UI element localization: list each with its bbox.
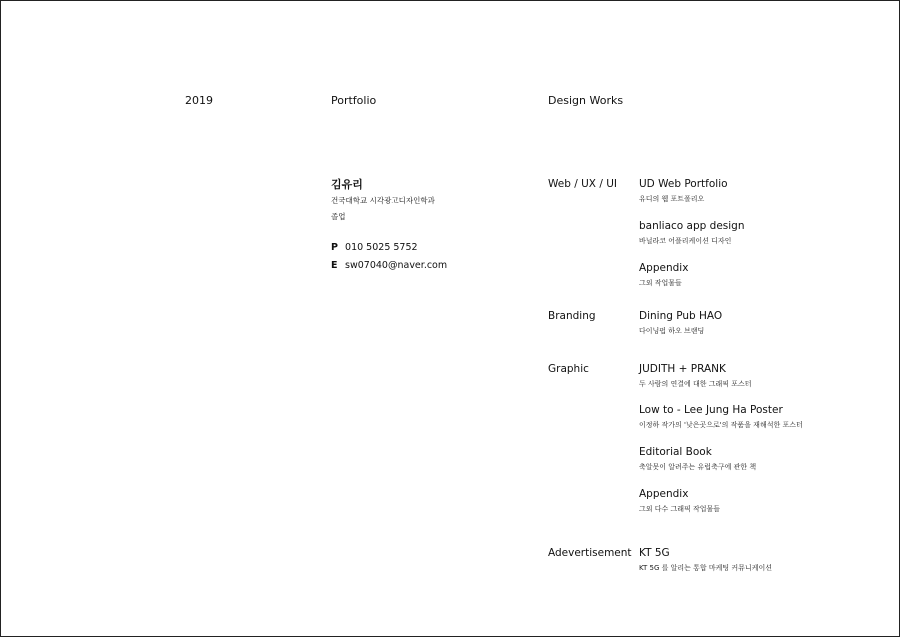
project-item[interactable]: [639, 310, 722, 336]
project-subtitle: 유디의 웹 포트폴리오: [639, 195, 705, 203]
email-label: E: [331, 260, 338, 271]
category-advertisement: Adevertisement: [548, 547, 632, 559]
project-title: Low to - Lee Jung Ha Poster: [639, 404, 783, 416]
project-title: Editorial Book: [639, 446, 712, 458]
project-item[interactable]: [639, 220, 745, 246]
category-graphic: Graphic: [548, 363, 589, 375]
project-item[interactable]: [639, 363, 752, 389]
project-item[interactable]: [639, 547, 772, 573]
project-title: banliaco app design: [639, 220, 745, 232]
project-title: KT 5G: [639, 547, 670, 559]
project-item[interactable]: [639, 262, 688, 288]
project-title: UD Web Portfolio: [639, 178, 728, 190]
project-title: Appendix: [639, 488, 689, 500]
profile-phone: 010 5025 5752: [345, 242, 418, 253]
profile-email-row: [331, 260, 447, 272]
category-branding: Branding: [548, 310, 596, 322]
year-label: 2019: [185, 94, 213, 107]
project-title: Dining Pub HAO: [639, 310, 723, 322]
project-item[interactable]: [639, 178, 728, 204]
project-item[interactable]: [639, 488, 720, 514]
portfolio-title: Portfolio: [331, 94, 377, 107]
project-subtitle: 이정하 작가의 '낮은곳으로'의 작품을 재해석한 포스터: [639, 421, 803, 429]
project-subtitle: 두 사람의 연결에 대한 그래픽 포스터: [639, 380, 752, 388]
phone-label: P: [331, 242, 338, 253]
project-item[interactable]: [639, 404, 803, 430]
category-web-ux-ui: Web / UX / UI: [548, 178, 617, 190]
project-item[interactable]: [639, 446, 756, 472]
profile-status: 졸업: [331, 212, 346, 221]
project-title: Appendix: [639, 262, 689, 274]
profile-email: sw07040@naver.com: [345, 260, 448, 271]
project-subtitle: 바닐라코 어플리케이션 디자인: [639, 237, 732, 245]
project-subtitle: 다이닝펍 하오 브랜딩: [639, 327, 705, 335]
project-subtitle: KT 5G 를 알리는 통합 마케팅 커뮤니케이션: [639, 564, 772, 572]
section-title: Design Works: [548, 94, 624, 107]
profile-block: [331, 178, 447, 272]
profile-name: 김유리: [331, 178, 363, 191]
project-title: JUDITH + PRANK: [639, 363, 726, 375]
profile-school: 건국대학교 시각광고디자인학과: [331, 196, 435, 205]
profile-phone-row: [331, 242, 447, 254]
project-subtitle: 그외 다수 그래픽 작업물들: [639, 505, 721, 513]
project-subtitle: 그외 작업물들: [639, 279, 682, 287]
project-subtitle: 축알못이 알려주는 유럽축구에 관한 책: [639, 463, 757, 471]
